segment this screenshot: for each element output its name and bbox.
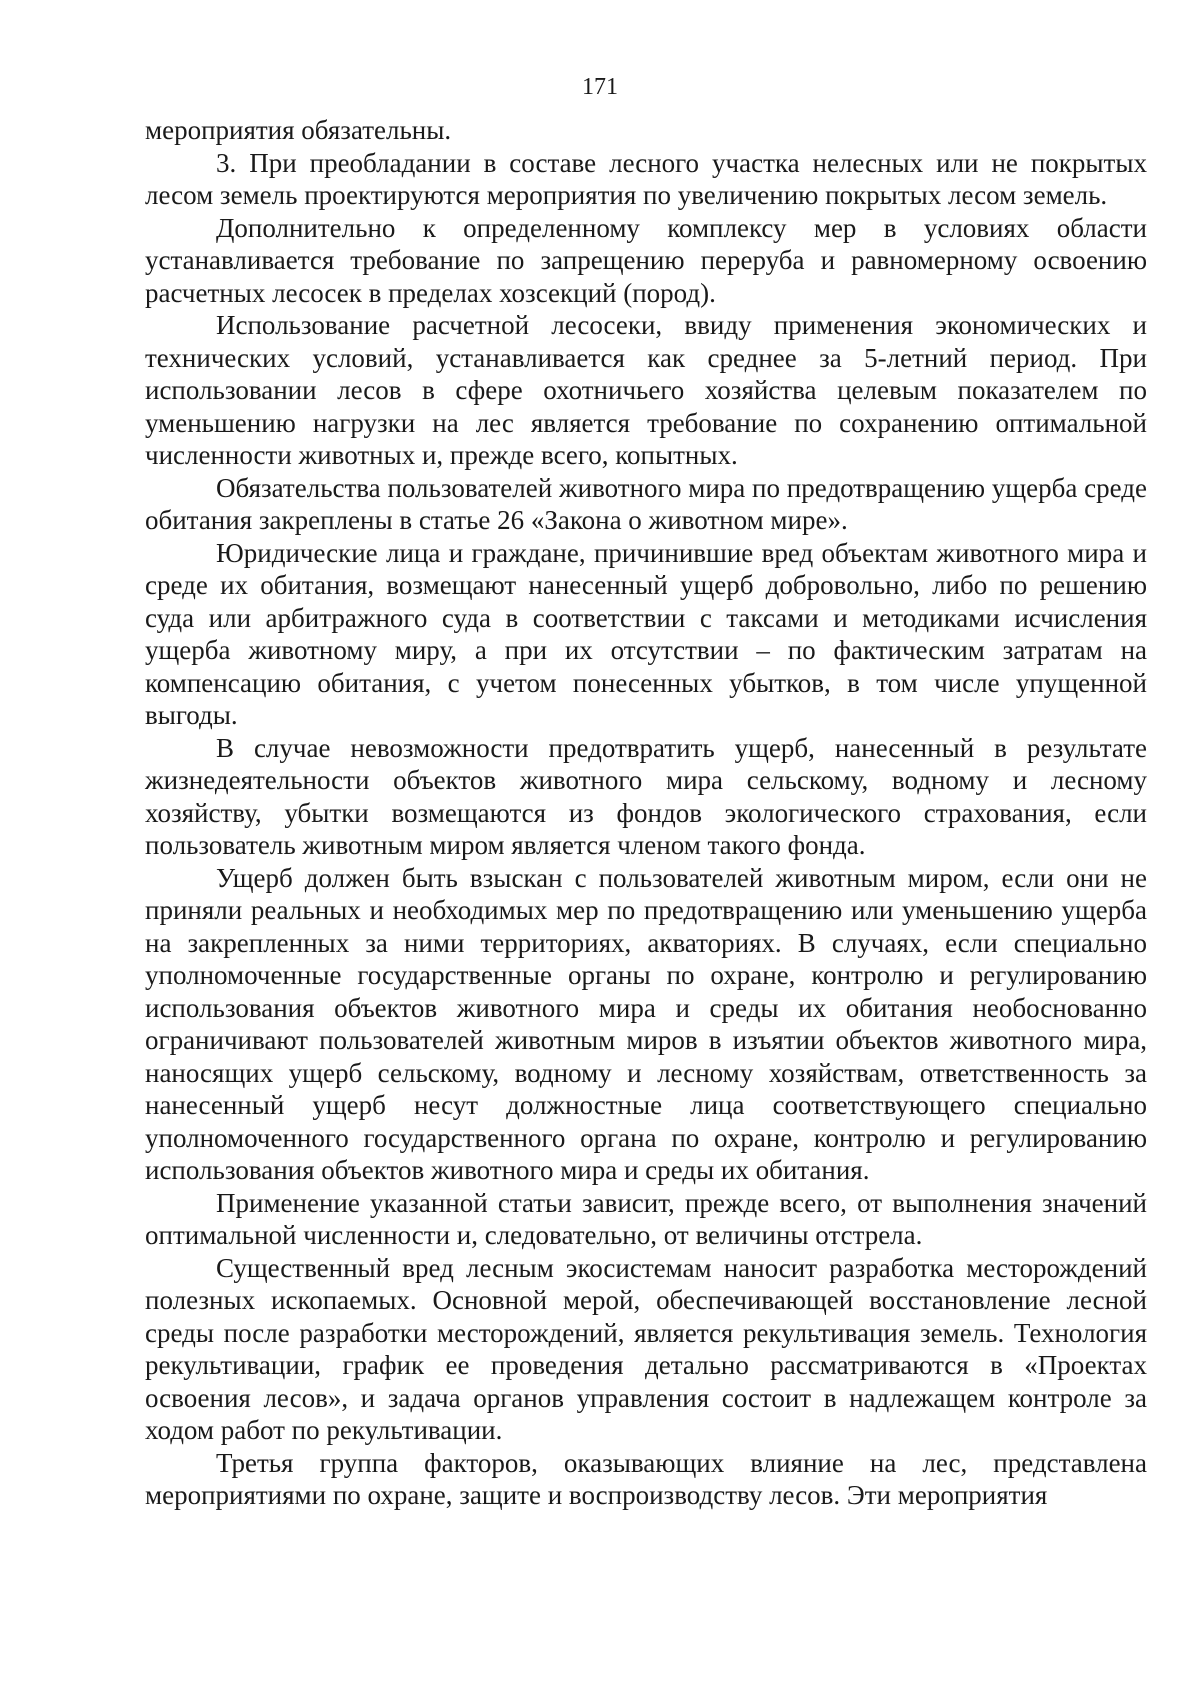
body-text [145,114,1147,1512]
paragraph: 3. При преобладании в составе лесного участка нелесных или не покрытых лесом земель проектируются мероприятия по увеличению покрытых лесом земель. [145,147,1147,210]
paragraph: Применение указанной статьи зависит, прежде всего, от выполнения значений оптимальной численности и, следовательно, от величины отстрела. [145,1187,1147,1250]
paragraph: Существенный вред лесным экосистемам наносит разработка месторождений полезных ископаемых. Основной мерой, обеспечивающей восстановление лесной среды после разработки месторождений, является рекультивация земель. Технология рекультивации, график ее проведения детально рассматриваются в «Проектах освоения лесов», и задача органов управления состоит в надлежащем контроле за ходом работ по рекультивации. [145,1252,1147,1445]
paragraph-continuation: мероприятия обязательны. [145,115,452,145]
paragraph: Третья группа факторов, оказывающих влияние на лес, представлена мероприятиями по охране, защите и воспроизводству лесов. Эти мероприятия [145,1447,1147,1510]
page-number: 171 [582,74,618,100]
paragraph: Использование расчетной лесосеки, ввиду применения экономических и технических условий, устанавливается как среднее за 5-летний период. При использовании лесов в сфере охотничьего хозяйства целевым показателем по уменьшению нагрузки на лес является требование по сохранению оптимальной численности животных и, прежде всего, копытных. [145,310,1147,470]
paragraph: Юридические лица и граждане, причинившие вред объектам животного мира и среде их обитания, возмещают нанесенный ущерб добровольно, либо по решению суда или арбитражного суда в соответствии с таксами и методиками исчисления ущерба животному миру, а при их отсутствии – по фактическим затратам на компенсацию обитания, с учетом понесенных убытков, в том числе упущенной выгоды. [145,537,1147,730]
paragraph: Обязательства пользователей животного мира по предотвращению ущерба среде обитания закреплены в статье 26 «Закона о животном мире». [145,472,1147,535]
paragraph: В случае невозможности предотвратить ущерб, нанесенный в результате жизнедеятельности объектов животного мира сельскому, водному и лесному хозяйству, убытки возмещаются из фондов экологического страхования, если пользователь животным миром является членом такого фонда. [145,732,1147,860]
paragraph: Дополнительно к определенному комплексу мер в условиях области устанавливается требование по запрещению переруба и равномерному освоению расчетных лесосек в пределах хозсекций (пород). [145,212,1147,308]
paragraph: Ущерб должен быть взыскан с пользователей животным миром, если они не приняли реальных и необходимых мер по предотвращению или уменьшению ущерба на закрепленных за ними территориях, акваториях. В случаях, если специально уполномоченные государственные органы по охране, контролю и регулированию использования объектов животного мира и среды их обитания необоснованно ограничивают пользователей животным миров в изъятии объектов животного мира, наносящих ущерб сельскому, водному и лесному хозяйствам, ответственность за нанесенный ущерб несут должностные лица соответствующего специально уполномоченного государственного органа по охране, контролю и регулированию использования объектов животного мира и среды их обитания. [145,862,1147,1185]
